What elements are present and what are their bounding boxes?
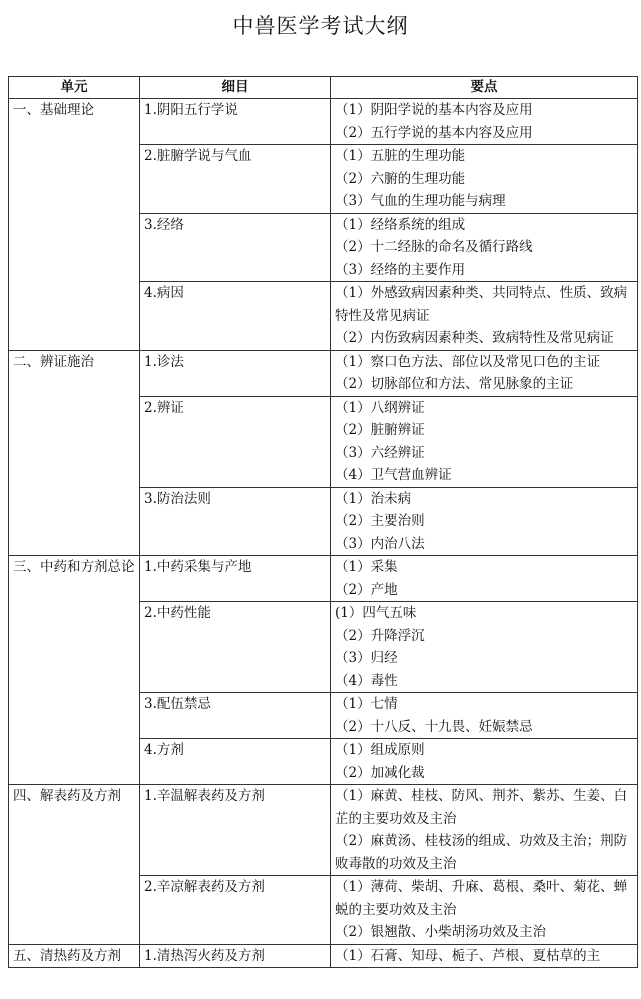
unit-cell: 三、中药和方剂总论	[9, 556, 140, 785]
header-subitem: 细目	[140, 77, 331, 99]
subitem-cell: 1.清热泻火药及方剂	[140, 944, 331, 968]
subitem-cell: 2.脏腑学说与气血	[140, 145, 331, 214]
point-item: （2）切脉部位和方法、常见脉象的主证	[335, 376, 574, 392]
point-item: （3）六经辨证	[335, 444, 425, 461]
point-item: （3）内治八法	[335, 535, 425, 552]
point-item: （1）采集	[335, 559, 398, 575]
points-cell	[331, 739, 638, 785]
table-row	[9, 944, 638, 968]
points-cell	[331, 785, 638, 876]
points-cell	[331, 693, 638, 739]
subitem-cell: 2.中药性能	[140, 602, 331, 693]
point-item: （1）七情	[335, 696, 398, 712]
subitem-cell: 1.诊法	[140, 350, 331, 396]
table-row	[9, 785, 638, 876]
points-cell	[331, 487, 638, 556]
point-item: （1）治未病	[335, 490, 412, 507]
table-row	[9, 99, 638, 145]
syllabus-table	[8, 76, 638, 968]
point-item: （2）银翘散、小柴胡汤功效及主治	[335, 924, 547, 940]
point-item: （1）阴阳学说的基本内容及应用	[335, 102, 533, 118]
point-item: （1）组成原则	[335, 742, 425, 758]
table-header-row	[9, 77, 638, 99]
points-cell	[331, 556, 638, 602]
points-cell	[331, 99, 638, 145]
point-item: （1）五脏的生理功能	[335, 148, 466, 164]
point-item: （2）内伤致病因素种类、致病特性及常见病证	[335, 330, 614, 346]
points-cell	[331, 602, 638, 693]
point-item: （1）石膏、知母、栀子、芦根、夏枯草的主	[335, 947, 601, 964]
point-item: （3）归经	[335, 650, 398, 666]
point-item: （3）气血的生理功能与病理	[335, 193, 506, 209]
point-item: （4）卫气营血辨证	[335, 467, 452, 483]
point-item: (1）四气五味	[335, 605, 417, 621]
point-item: （3）经络的主要作用	[335, 261, 466, 278]
point-item: （2）主要治则	[335, 513, 425, 529]
point-item: （4）毒性	[335, 672, 398, 689]
subitem-cell: 1.中药采集与产地	[140, 556, 331, 602]
subitem-cell: 2.辛凉解表药及方剂	[140, 876, 331, 945]
unit-cell: 一、基础理论	[9, 99, 140, 351]
subitem-cell: 3.配伍禁忌	[140, 693, 331, 739]
point-item: （2）麻黄汤、桂枝汤的组成、功效及主治；荆防败毒散的功效及主治	[335, 833, 628, 872]
points-cell	[331, 944, 638, 968]
point-item: （1）经络系统的组成	[335, 216, 466, 233]
point-item: （2）五行学说的基本内容及应用	[335, 124, 533, 141]
unit-cell: 二、辨证施治	[9, 350, 140, 556]
page-title: 中兽医学考试大纲	[232, 14, 409, 38]
point-item: （2）加减化裁	[335, 764, 425, 781]
subitem-cell: 3.经络	[140, 213, 331, 282]
points-cell	[331, 350, 638, 396]
table-row	[9, 556, 638, 602]
point-item: （2）十二经脉的命名及循行路线	[335, 239, 533, 255]
point-item: （2）六腑的生理功能	[335, 170, 466, 187]
subitem-cell: 3.防治法则	[140, 487, 331, 556]
point-item: （2）十八反、十九畏、妊娠禁忌	[335, 718, 533, 735]
header-unit: 单元	[9, 77, 140, 99]
point-item: （1）外感致病因素种类、共同特点、性质、致病特性及常见病证	[335, 285, 628, 324]
point-item: （1）薄荷、柴胡、升麻、葛根、桑叶、菊花、蝉蜕的主要功效及主治	[335, 879, 628, 918]
header-points: 要点	[331, 77, 638, 99]
points-cell	[331, 145, 638, 214]
points-cell	[331, 213, 638, 282]
subitem-cell: 1.阴阳五行学说	[140, 99, 331, 145]
points-cell	[331, 876, 638, 945]
points-cell	[331, 396, 638, 487]
point-item: （1）八纲辨证	[335, 399, 425, 416]
subitem-cell: 1.辛温解表药及方剂	[140, 785, 331, 876]
subitem-cell: 4.病因	[140, 282, 331, 351]
point-item: （1）察口色方法、部位以及常见口色的主证	[335, 353, 601, 370]
point-item: （2）脏腑辨证	[335, 422, 425, 438]
subitem-cell: 4.方剂	[140, 739, 331, 785]
point-item: （2）升降浮沉	[335, 627, 425, 644]
subitem-cell: 2.辨证	[140, 396, 331, 487]
unit-cell: 四、解表药及方剂	[9, 785, 140, 945]
point-item: （2）产地	[335, 581, 398, 598]
table-row	[9, 350, 638, 396]
unit-cell: 五、清热药及方剂	[9, 944, 140, 968]
points-cell	[331, 282, 638, 351]
point-item: （1）麻黄、桂枝、防风、荆芥、紫苏、生姜、白芷的主要功效及主治	[335, 788, 628, 827]
